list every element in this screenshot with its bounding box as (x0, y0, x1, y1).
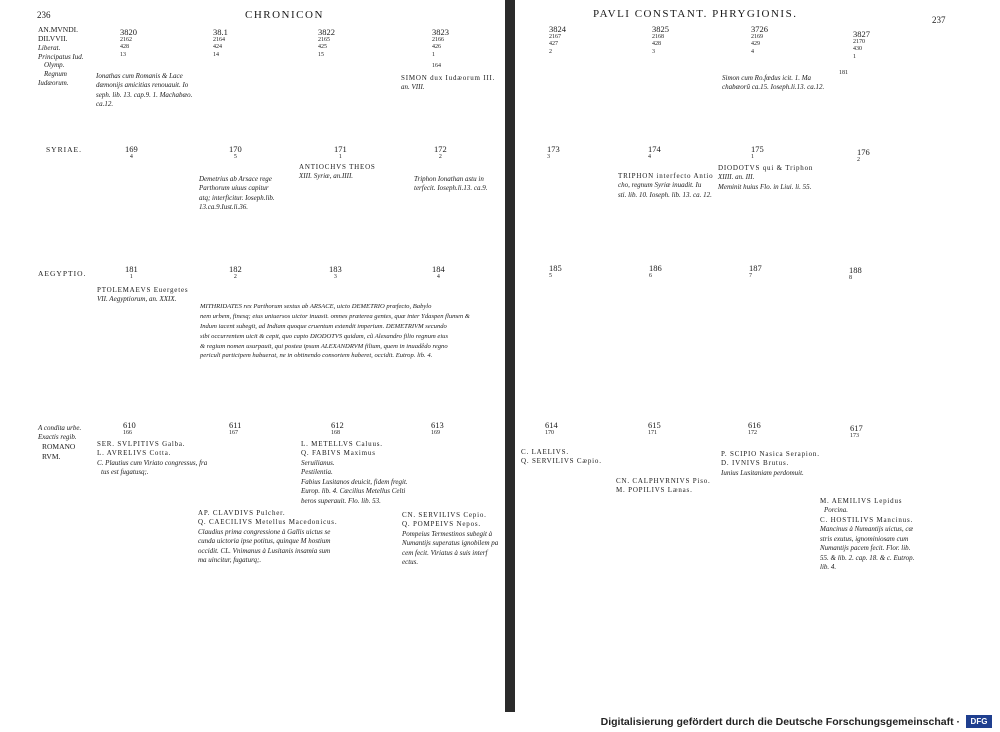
roman-year-2: 611 167 (229, 420, 242, 437)
roman-year-4: 613 169 (431, 420, 444, 437)
regnum-year: 181 (839, 70, 848, 76)
aegypt-note-ptolemaeus: PTOLEMAEVS Euergetes VII. Aegyptiorum, an. XXIX. (97, 286, 189, 304)
annus-mundi: 3822 (318, 27, 335, 37)
mithridates-paragraph: MITHRIDATES rex Parthorum sextus ab ARSACE, uicto DEMETRIO præfecto, Babylo nem urbem, finesq; eius uniuersos uictor inuasit. omnes præterea gentes, quæ inter Ydaspen flumen & Indum iacent subegit, ad Indiam quoque cruentum extendit imperium. DEMETRIVM secundo sibi occurrentem uicit & cepit, quo capto DIODOTVS quidam, cũ Alexandro filio regnum eius & regium nomen usurpauit, qui postea ipsum ALEXANDRVM filium, quem in inuadêdo regno periculi participem habuerat, ne in obtinendo consortem haberet, occidit. Eutrop. lib. 4. (200, 303, 470, 360)
annus-diluvii: 2164 (213, 37, 225, 44)
consuls-617: M. AEMILIVS Lepidus Porcina. C. HOSTILIVS Mancinus. Mancinus à Numantijs uictus, cæ stris exutus, ignominiosam cum Numantijs pacem fecit. Flor. lib. 55. & lib. 2. cap. 18. & c. Eutrop. lib. 4. (820, 497, 915, 572)
annus-liberationis: 424 (213, 44, 222, 51)
olympiad: 14 (213, 51, 219, 58)
consuls-615: CN. CALPHVRNIVS Piso. M. POPILIVS Lænas. (616, 477, 711, 495)
syriae-note-antiochus: ANTIOCHVS THEOS XIII. Syriæ, an.IIII. (299, 163, 376, 181)
aegypt-year-7: 187 7 (749, 263, 762, 280)
consuls-614: C. LAELIVS. Q. SERVILIVS Cæpio. (521, 448, 602, 466)
iudaea-note-ionathas: Ionathas cum Romanis & Lace dæmonijs amicitias renouauit. Io seph. lib. 13. cap.9. 1. Machabæo. ca.12. (96, 72, 193, 109)
syriae-year-3: 171 1 (334, 144, 347, 161)
olympiad: 15 (318, 51, 324, 58)
label-liberat: Liberat. (38, 43, 61, 52)
olympiad: 13 (120, 51, 126, 58)
syriae-note-diodotus: DIODOTVS qui & Triphon XIIII. an. III. Meminit huius Flo. in Liui. li. 55. (718, 164, 814, 191)
aegypt-year-8: 188 8 (849, 265, 862, 282)
year-column-7: 3726 2169 429 4 (751, 24, 768, 55)
right-page (515, 0, 1000, 712)
annus-liberationis: 426 (432, 44, 441, 51)
syriae-year-2: 170 5 (229, 144, 242, 161)
aegypt-year-3: 183 3 (329, 264, 342, 281)
year-column-2 (213, 27, 228, 59)
label-aegyptio: AEGYPTIO. (38, 269, 87, 278)
consuls-612: L. METELLVS Caluus. Q. FABIVS Maximus Seruilianus. Pestilentia. Fabius Lusitanos deuicit, fidem fregit. Europ. lib. 4. Cæcilius Metellus Celti beros superauit. Flo. lib. 53. (301, 440, 408, 505)
consuls-613: CN. SERVILIVS Cepio. Q. POMPEIVS Nepos. Pompeius Termestinos subegit à Numantijs superatus ignobilem pa cem fecit. Viriatus à suis interf ectus. (402, 511, 499, 567)
row-labels-chronology (38, 25, 84, 88)
annus-diluvii: 2165 (318, 37, 330, 44)
label-iudaeorum: Iudæorum. (38, 78, 69, 87)
running-head: PAVLI CONSTANT. PHRYGIONIS. (593, 8, 798, 20)
roman-year-5: 614 170 (545, 420, 558, 437)
dfg-logo[interactable]: DFG (966, 715, 992, 728)
book-gutter (505, 0, 515, 712)
annus-diluvii: 2166 (432, 37, 444, 44)
running-head: CHRONICON (245, 9, 324, 21)
roman-year-6: 615 171 (648, 420, 661, 437)
annus-diluvii: 2162 (120, 37, 132, 44)
label-regnum: Regnum (44, 70, 67, 78)
iudaea-note-simon: SIMON dux Iudæorum III. an. VIII. (401, 74, 496, 92)
year-column-6: 3825 2168 428 3 (652, 24, 669, 55)
roman-year-3: 612 168 (331, 420, 344, 437)
aegypt-year-1: 181 1 (125, 264, 138, 281)
syriae-note-triphon: Triphon Ionathan astu in terfecit. Ioseph.li.13. ca.9. (414, 175, 488, 193)
page-number: 237 (932, 15, 946, 25)
year-column-4 (432, 27, 449, 70)
page-number: 236 (37, 10, 51, 20)
syriae-year-1: 169 4 (125, 144, 138, 161)
label-olymp: Olymp. (44, 61, 65, 70)
consuls-610: SER. SVLPITIVS Galba. L. AVRELIVS Cotta. C. Plautius cum Viriato congressus, fra tus est fugatusq;. (97, 440, 208, 477)
syriae-year-7: 175 1 (751, 144, 764, 161)
annus-mundi: 3823 (432, 27, 449, 37)
regnum-year: 164 (432, 62, 441, 69)
year-column-1 (120, 27, 137, 59)
roman-year-8: 617 173 (850, 423, 863, 440)
label-an-mundi: AN.MVNDI. (38, 25, 78, 34)
consuls-616: P. SCIPIO Nasica Serapion. D. IVNIVS Brutus. Iunius Lusitaniam perdomuit. (721, 450, 820, 477)
label-diluvii: DILVVII. (38, 34, 68, 44)
label-principatus: Principatus Iud. (38, 52, 84, 61)
roman-year-1: 610 166 (123, 420, 136, 437)
annus-liberationis: 425 (318, 44, 327, 51)
year-column-3 (318, 27, 335, 59)
syriae-note-demetrius: Demetrius ab Arsace rege Parthorum uiuus capitur atq; interficitur. Ioseph.lib. 13.ca.9.Iust.li.36. (199, 175, 275, 212)
funding-notice: Digitalisierung gefördert durch die Deutsche Forschungsgemeinschaft · (600, 716, 960, 728)
aegypt-year-2: 182 2 (229, 264, 242, 281)
iudaea-note-simon-foedus: Simon cum Ro.fœdus icit. 1. Ma chabæorũ ca.15. Ioseph.li.13. ca.12. (722, 74, 825, 92)
year-column-8: 3827 2170 430 1 (853, 29, 870, 60)
olympiad: 1 (432, 51, 435, 58)
syriae-year-8: 176 2 (857, 147, 870, 164)
annus-liberationis: 428 (120, 44, 129, 51)
aegypt-year-4: 184 4 (432, 264, 445, 281)
syriae-year-4: 172 2 (434, 144, 447, 161)
annus-mundi: 38.1 (213, 27, 228, 37)
roman-year-7: 616 172 (748, 420, 761, 437)
footer-bar (0, 712, 1000, 732)
year-column-5: 3824 2167 427 2 (549, 24, 566, 55)
syriae-note-triphon-regnum: TRIPHON interfecto Antio cho, regnum Syriæ inuadit. Iu sti. lib. 10. Ioseph. lib. 13. ca. 12. (618, 172, 714, 199)
label-syriae: SYRIAE. (46, 145, 82, 154)
aegypt-year-6: 186 6 (649, 263, 662, 280)
annus-mundi: 3820 (120, 27, 137, 37)
aegypt-year-5: 185 5 (549, 263, 562, 280)
left-page (0, 0, 505, 712)
consuls-611: AP. CLAVDIVS Pulcher. Q. CAECILIVS Metellus Macedonicus. Claudius prima congressione à Gallis uictus se cunda uictoria ipse potitus, quinque M hostium occidit. CL. Vnimanus à Lusitanis insamia sum ma uincitur, fugaturq;. (198, 509, 338, 565)
syriae-year-5: 173 3 (547, 144, 560, 161)
syriae-year-6: 174 4 (648, 144, 661, 161)
row-labels-romanorum: A condita urbe. Exactis regib. ROMANO RVM. (38, 424, 82, 461)
